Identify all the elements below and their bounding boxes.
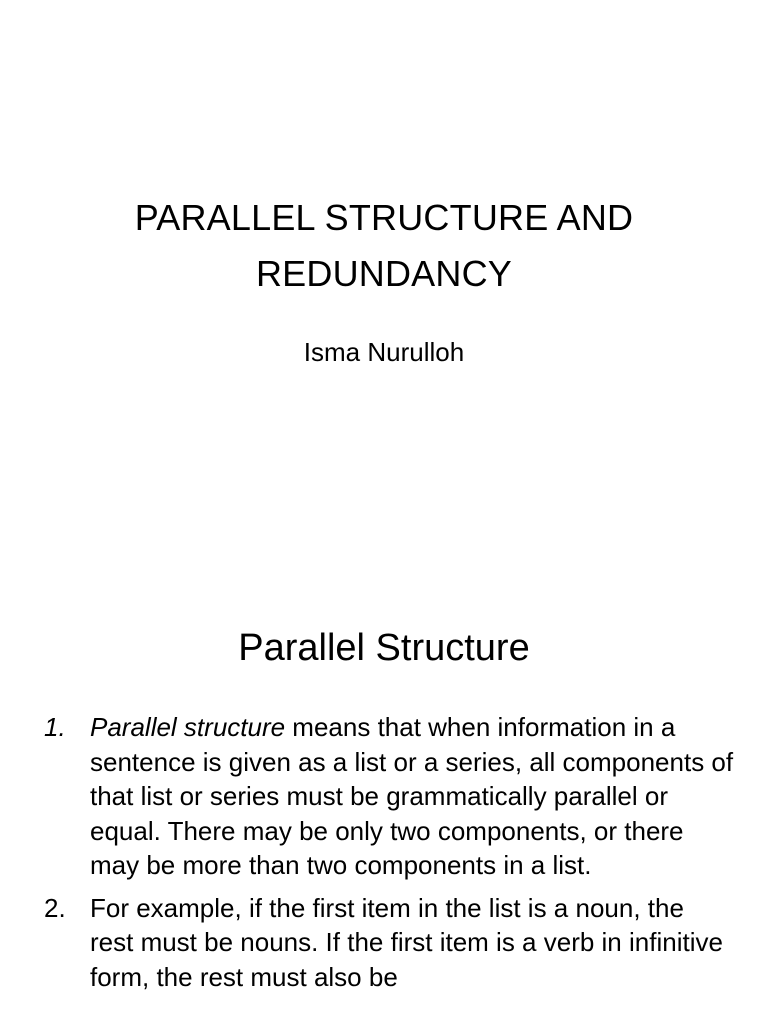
list-item-number: 1. [44,712,66,742]
slide-title: Parallel Structure [238,627,530,669]
list-item-text: For example, if the first item in the list is a noun, the rest must be nouns. If the first item is a verb in infinitive form, the rest must also be [90,892,723,992]
author-name: Isma Nurulloh [303,337,465,367]
list-item [44,891,734,995]
list-item-number: 2. [44,892,66,923]
list-item-term: Parallel structure [90,712,286,742]
list-item-text: means that when information in a sentence is given as a list or a series, all components of that list or series must be grammatically parallel or equal. There may be only two components, or there may be more than two components in a list. [90,712,734,880]
list-item [44,710,734,883]
point-list [44,710,734,1002]
presentation-title: PARALLEL STRUCTURE AND REDUNDANCY [134,197,634,294]
content-slide [0,576,768,1024]
